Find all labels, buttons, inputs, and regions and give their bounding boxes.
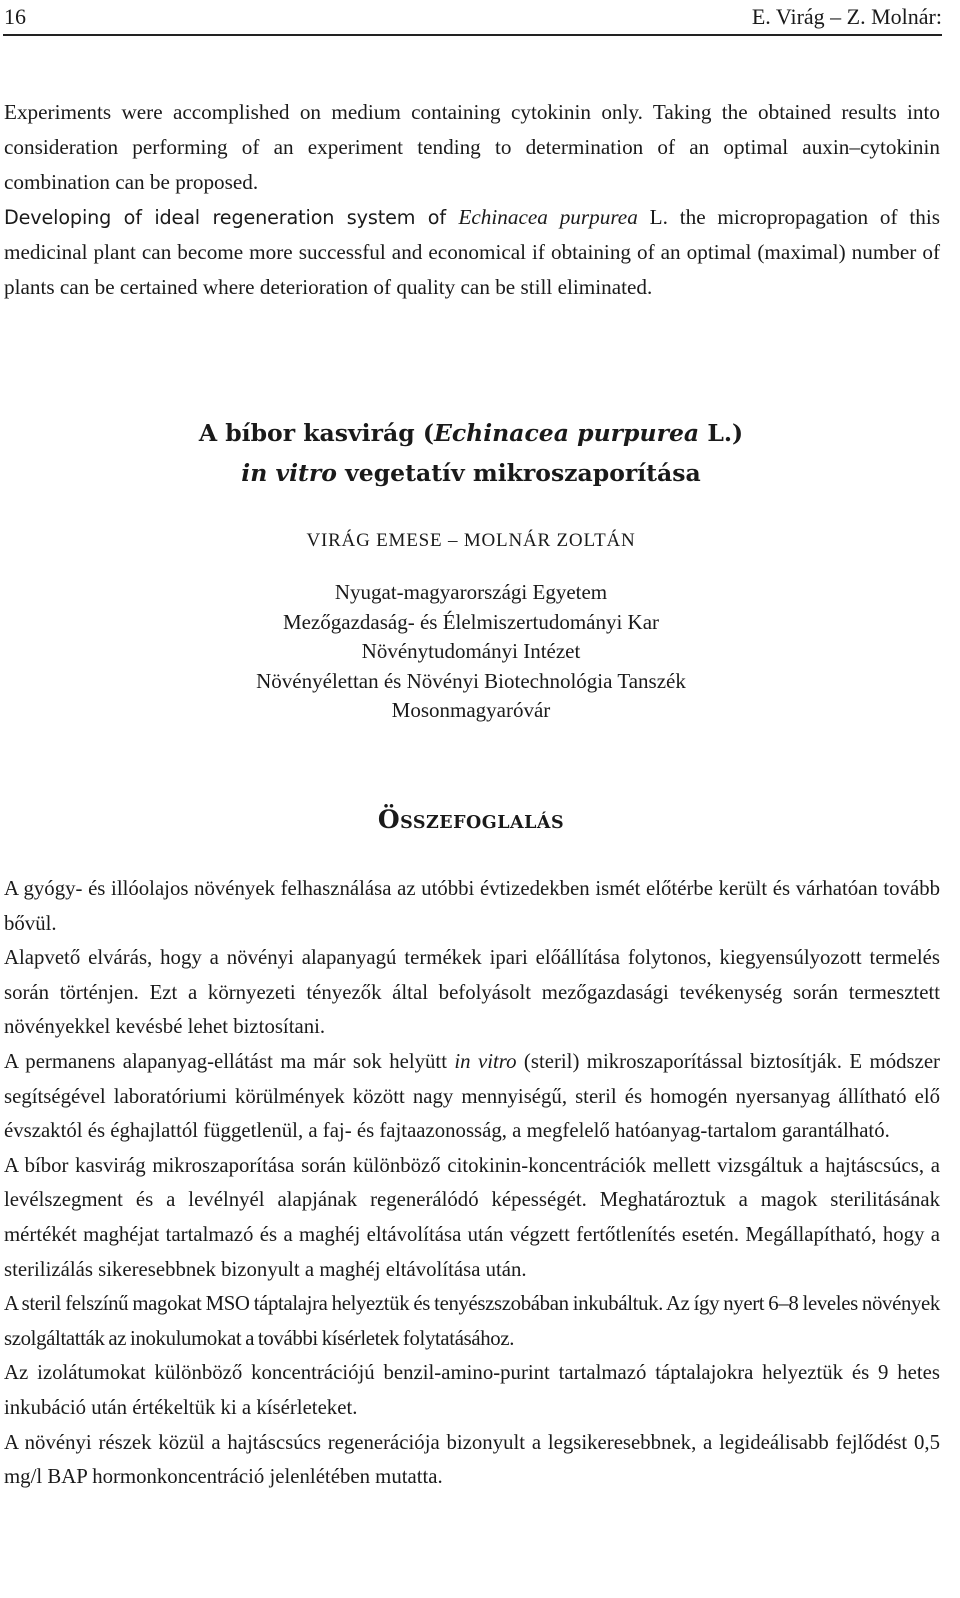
section-heading [0,804,942,839]
title-part: vegetatív mikroszaporítása [336,459,701,487]
p3-part: A permanens alapanyag-ellátást ma már sok helyütt [4,1049,455,1073]
section-heading-rest: SSZEFOGLALÁS [400,813,565,833]
hungarian-abstract-paragraph-2: Alapvető elvárás, hogy a növényi alapanyagú termékek ipari előállítása folytonos, kiegyensúlyozott termelés során történjen. Ezt a környezeti tényezők által befolyásolt mezőgazdasági tevékenység során termesztett növényekkel kevésbé lehet biztosítani. [4,946,940,1039]
header-rule [3,34,942,36]
english-abstract-p2-lead: Developing of ideal regeneration system of [4,206,459,229]
affiliation-line: Mosonmagyaróvár [391,698,551,722]
affiliation [0,578,942,726]
english-abstract-p2-rest: the micropropagation of this medicinal plant can become more successful and economical if obtaining of an optimal (maximal) number of plants can be certained where deterioration of quality can be still eliminated. [4,205,940,299]
hungarian-abstract-paragraph-7: A növényi részek közül a hajtáscsúcs regenerációja bizonyult a legsikeresebbnek, a legideálisabb fejlődést 0,5 mg/l BAP hormonkoncentráció jelenlétében mutatta. [4,1430,940,1489]
hungarian-abstract [4,872,940,1495]
title-line-1 [0,413,942,453]
p3-part: (steril) mikroszaporítással biztosítják. E módszer segítségével laboratóriumi körülmények között nagy mennyiségű, steril és homogén nyersanyag állítható elő évszaktól és éghajlattól függetlenül, a faj- és fajtaazonosság, a megfelelő hatóanyag-tartalom garantálható. [4,1049,940,1143]
affiliation-line: Növénytudományi Intézet [361,639,581,663]
article-authors: VIRÁG EMESE – MOLNÁR ZOLTÁN [306,530,636,551]
hungarian-abstract-paragraph-5: A steril felszínű magokat MSO táptalajra helyeztük és tenyészszobában inkubáltuk. Az így nyert 6–8 leveles növények szolgáltatták az inokulumokat a további kísérletek folytatásához. [4,1292,940,1350]
p3-in-vitro: in vitro [454,1049,517,1073]
english-abstract-paragraph-1: Experiments were accomplished on medium containing cytokinin only. Taking the obtained results into consideration performing of an experiment tending to determination of an optimal auxin–cytokinin combination can be proposed. [4,100,940,194]
species-name: Echinacea purpurea [458,205,638,229]
page-number: 16 [4,4,26,29]
title-part: L.) [699,419,744,447]
title-part: A bíbor kasvirág ( [198,419,434,447]
hungarian-abstract-paragraph-6: Az izolátumokat különböző koncentrációjú benzil-amino-purint tartalmazó táptalajokra helyeztük és 9 hetes inkubáció után értékeltük ki a kísérleteket. [4,1361,940,1419]
affiliation-line: Nyugat-magyarországi Egyetem [334,580,608,604]
affiliation-line: Növényélettan és Növényi Biotechnológia Tanszék [256,668,686,693]
running-head-authors: E. Virág – Z. Molnár: [751,4,942,29]
title-line-2 [0,453,942,493]
title-in-vitro: in vitro [241,459,337,487]
english-abstract [4,95,940,305]
section-heading-initial: Ö [377,805,401,834]
running-head [4,3,942,31]
hungarian-abstract-paragraph-3 [4,1045,940,1149]
species-authority: L. [637,205,668,229]
hungarian-abstract-paragraph-1: A gyógy- és illóolajos növények felhasználása az utóbbi évtizedekben ismét előtérbe került és várhatóan tovább bővül. [4,877,940,935]
title-species: Echinacea purpurea [433,419,700,447]
english-abstract-paragraph-2 [4,200,940,305]
article-title [0,413,942,493]
affiliation-line: Mezőgazdaság- és Élelmiszertudományi Kar [282,609,660,634]
hungarian-abstract-paragraph-4: A bíbor kasvirág mikroszaporítása során különböző citokinin-koncentrációk mellett vizsgáltuk a hajtáscsúcs, a levélszegment és a levélnyél alapjának regenerálódó képességét. Meghatároztuk a magok sterilitásának mértékét maghéjat tartalmazó és a maghéj eltávolítása után végzett fertőtlenítés esetén. Megállapítható, hogy a sterilizálás sikeresebbnek bizonyult a maghéj eltávolítása után. [4,1153,940,1281]
